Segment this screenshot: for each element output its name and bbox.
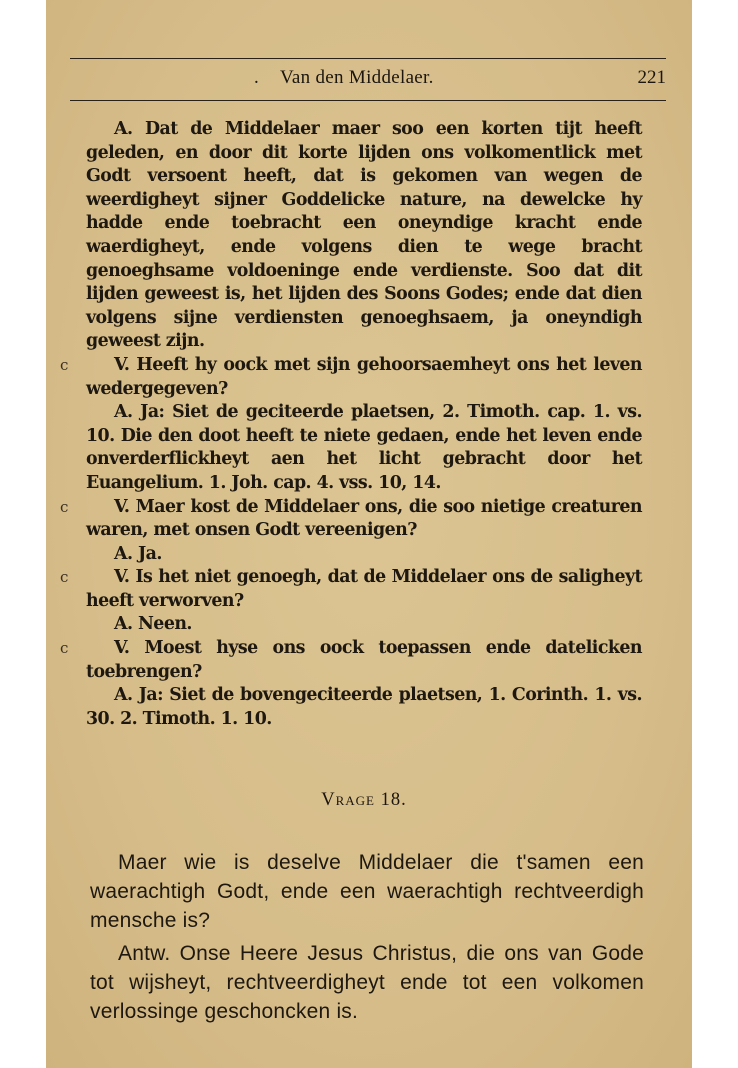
answer-paragraph xyxy=(86,613,642,637)
margin-marker: c xyxy=(60,497,68,516)
margin-marker: c xyxy=(60,568,68,587)
question-text: Maer wie is deselve Middelaer die t'samen een waerachtigh Godt, ende een waerachtigh rechtveerdigh mensche is? xyxy=(90,851,644,932)
question-paragraph xyxy=(60,354,642,401)
question-answer-block xyxy=(90,848,644,1030)
running-head xyxy=(70,67,666,93)
paragraph-text: V. Heeft hy oock met sijn gehoorsaemheyt ons het leven wedergegeven? xyxy=(86,354,642,399)
answer-paragraph xyxy=(86,543,642,567)
page-number: 221 xyxy=(637,67,666,88)
paragraph-text: V. Is het niet genoegh, dat de Middelaer ons de saligheyt heeft verworven? xyxy=(86,567,642,611)
margin-marker: c xyxy=(60,355,68,374)
paragraph-text: A. Ja. xyxy=(114,543,162,564)
answer-text: Antw. Onse Heere Jesus Christus, die ons van Gode tot wijsheyt, rechtveerdigheyt ende tot een volkomen verlossinge geschoncken is. xyxy=(90,942,644,1023)
answer-paragraph xyxy=(86,684,642,731)
section-heading: Vrage 18. xyxy=(321,790,407,810)
answer-paragraph xyxy=(86,401,642,495)
header-top-rule xyxy=(70,58,666,59)
paragraph-text: A. Neen. xyxy=(114,614,192,635)
header-bottom-rule xyxy=(70,100,666,101)
question-paragraph xyxy=(60,637,642,684)
question-paragraph xyxy=(60,566,642,613)
answer-paragraph xyxy=(86,118,642,354)
catechism-dialogue xyxy=(60,118,642,731)
paragraph-text: V. Maer kost de Middelaer ons, die soo nietige creaturen waren, met onsen Godt vereenigen? xyxy=(86,496,642,541)
question-paragraph xyxy=(60,496,642,543)
paragraph-text: A. Dat de Middelaer maer soo een korten tijt heeft geleden, en door dit korte lijden ons volkomentlick met Godt versoent heeft, dat is gekomen van wegen de weerdigheyt sijner Goddelicke nature, na dewelcke hy hadde ende toebracht een oneyndige kracht ende waerdigheyt, ende volgens dien te wege bracht genoeghsame voldoeninge ende verdienste. Soo dat dit lijden geweest is, het lijden des Soons Godes; ende dat dien volgens sijne verdiensten genoeghsaem, ja oneyndigh geweest zijn. xyxy=(86,119,642,352)
running-head-title: Van den Middelaer. xyxy=(280,67,434,88)
paragraph-text: A. Ja: Siet de geciteerde plaetsen, 2. Timoth. cap. 1. vs. 10. Die den doot heeft te niete gedaen, ende het leven ende onverderflickheyt aen het licht gebracht door het Euangelium. 1. Joh. cap. 4. vss. 10, 14. xyxy=(86,402,642,493)
margin-marker: c xyxy=(60,639,68,658)
paragraph-text: V. Moest hyse ons oock toepassen ende datelicken toebrengen? xyxy=(86,638,642,682)
header-dot: . xyxy=(254,67,259,88)
paragraph-text: A. Ja: Siet de bovengeciteerde plaetsen, 1. Corinth. 1. vs. 30. 2. Timoth. 1. 10. xyxy=(86,685,642,729)
book-page xyxy=(46,0,692,1068)
